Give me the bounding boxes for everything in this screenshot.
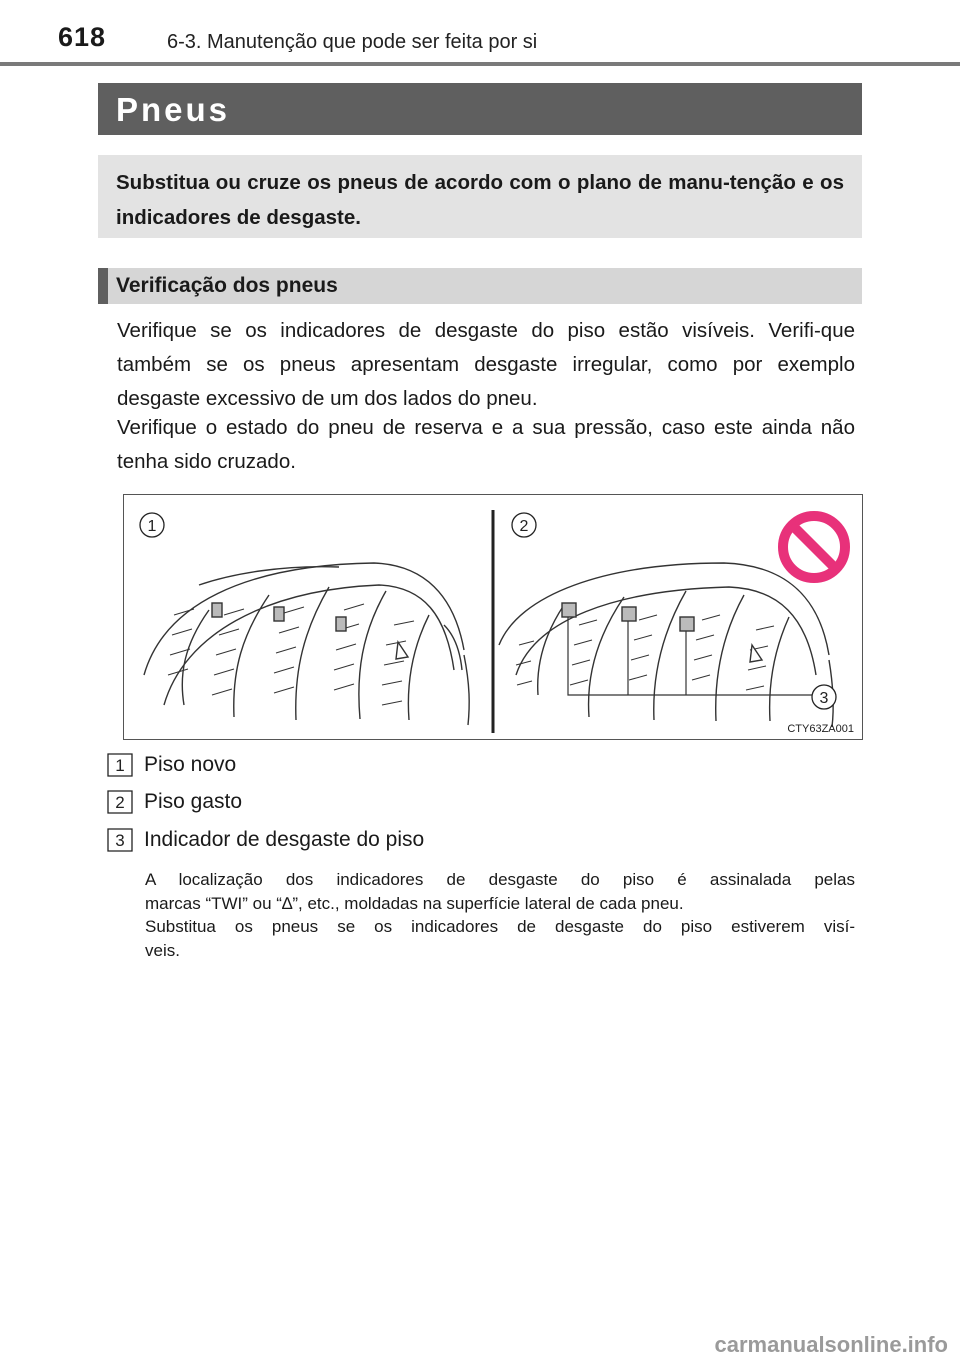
legend-text: Indicador de desgaste do piso bbox=[144, 828, 425, 851]
tire-drawing bbox=[124, 495, 861, 738]
new-tire-illustration bbox=[144, 563, 469, 725]
subsection-header bbox=[98, 268, 862, 304]
page-title: Pneus bbox=[116, 91, 231, 128]
svg-text:1: 1 bbox=[115, 756, 125, 775]
header-divider bbox=[0, 62, 960, 66]
note-line: veis. bbox=[145, 940, 180, 960]
paragraph-spare-tire: Verifique o estado do pneu de reserva e a sua pressão, caso este ainda não tenha sido cruzado. bbox=[117, 416, 855, 473]
figure-label-2 bbox=[512, 513, 536, 537]
figure-label-3 bbox=[812, 685, 836, 709]
subsection-title: Verificação dos pneus bbox=[116, 274, 338, 297]
note-line: A localização dos indicadores de desgaste do piso é assinalada pelas bbox=[145, 870, 855, 889]
legend-number-3-icon bbox=[106, 827, 134, 853]
prohibited-icon bbox=[783, 516, 845, 578]
paragraph-check-indicators: Verifique se os indicadores de desgaste do piso estão visíveis. Verifi-que também se os pneus apresentam desgaste irregular, como por exemplo desgaste excessivo de um dos lados do pneu. bbox=[117, 319, 855, 410]
tire-illustration bbox=[123, 494, 863, 740]
watermark: carmanualsonline.info bbox=[714, 1332, 948, 1357]
wear-indicator-note bbox=[145, 868, 855, 962]
svg-text:2: 2 bbox=[519, 518, 529, 535]
legend-text: Piso gasto bbox=[144, 790, 243, 813]
figure-code: CTY63ZA001 bbox=[787, 723, 854, 735]
intro-text: Substitua ou cruze os pneus de acordo com o plano de manu-tenção e os indicadores de desgaste. bbox=[116, 171, 844, 229]
svg-text:3: 3 bbox=[115, 831, 125, 850]
note-line: marcas “TWI” ou “∆”, etc., moldadas na superfície lateral de cada pneu. bbox=[145, 893, 684, 913]
note-line: Substitua os pneus se os indicadores de desgaste do piso estiverem visí- bbox=[145, 917, 855, 936]
svg-text:2: 2 bbox=[115, 793, 125, 812]
svg-text:3: 3 bbox=[819, 690, 829, 707]
intro-box bbox=[98, 155, 862, 238]
legend-number-1-icon bbox=[106, 752, 134, 778]
page-title-bar bbox=[98, 83, 862, 135]
svg-text:1: 1 bbox=[147, 518, 157, 535]
page-number: 618 bbox=[58, 22, 107, 52]
worn-tire-illustration bbox=[499, 563, 833, 727]
legend-text: Piso novo bbox=[144, 753, 237, 776]
section-header: 6-3. Manutenção que pode ser feita por si bbox=[167, 31, 538, 53]
figure-label-1 bbox=[140, 513, 164, 537]
legend-number-2-icon bbox=[106, 789, 134, 815]
